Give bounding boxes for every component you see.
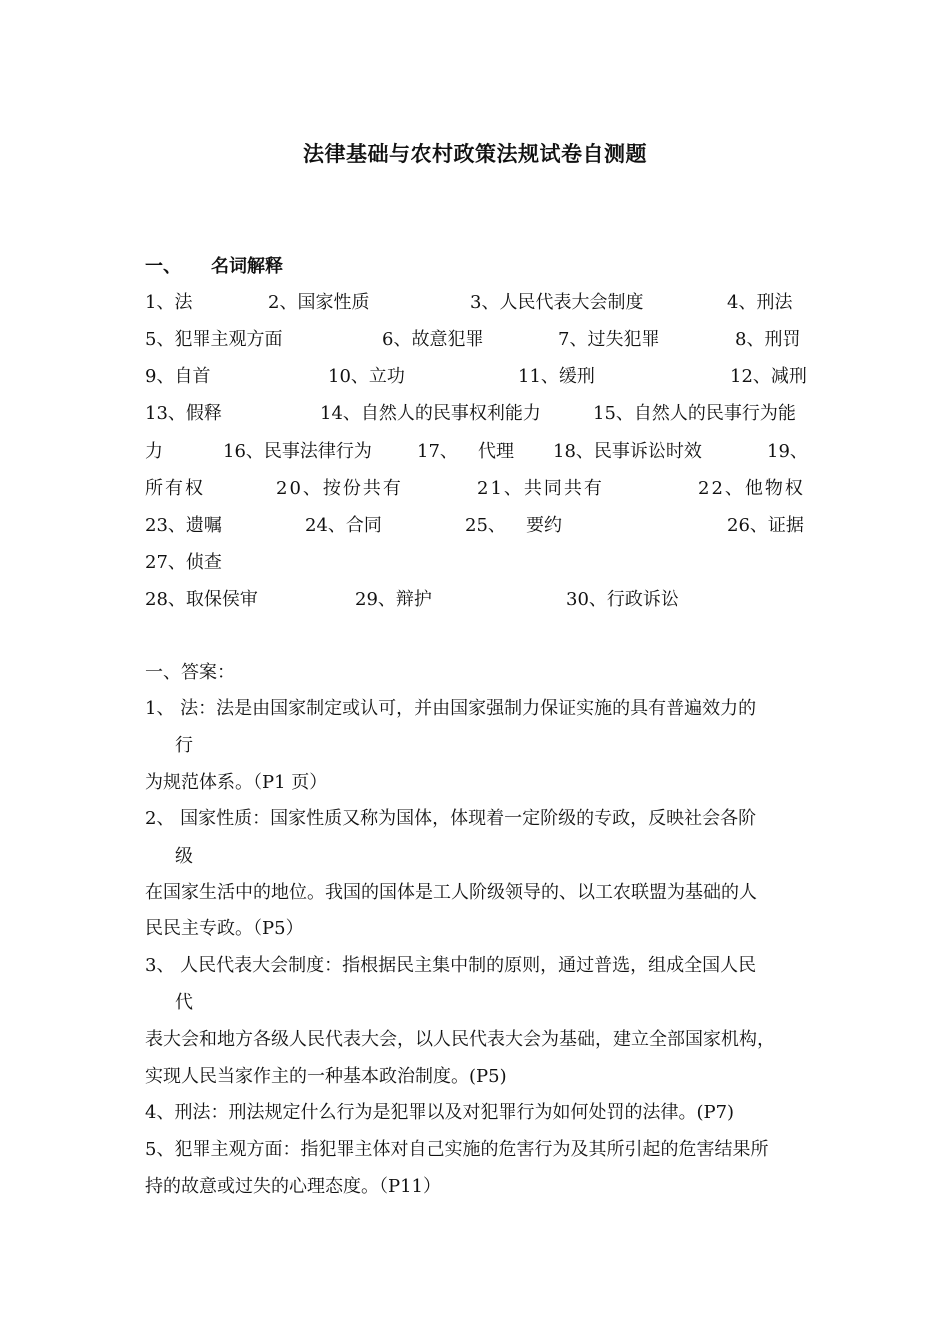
term-item: 28、取保侯审	[145, 589, 258, 610]
term-item: 21、共同共有	[477, 478, 604, 499]
term-item: 15、自然人的民事行为能	[593, 403, 796, 424]
term-item: 17、	[417, 441, 458, 462]
section-title: 名词解释	[211, 256, 283, 277]
term-item: 所有权	[145, 478, 205, 499]
answer-line: 为规范体系。（P1 页）	[145, 772, 328, 793]
term-item: 14、自然人的民事权利能力	[320, 403, 541, 424]
answer-line: 4、刑法：刑法规定什么行为是犯罪以及对犯罪行为如何处罚的法律。(P7)	[145, 1102, 735, 1123]
answer-line: 民民主专政。（P5）	[145, 918, 304, 939]
term-item: 4、刑法	[727, 292, 793, 313]
term-item: 18、民事诉讼时效	[553, 441, 702, 462]
term-item: 7、过失犯罪	[558, 329, 660, 350]
answer-line: 5、犯罪主观方面：指犯罪主体对自己实施的危害行为及其所引起的危害结果所	[145, 1139, 769, 1160]
term-item: 要约	[526, 515, 562, 536]
term-item: 20、按份共有	[276, 478, 403, 499]
answer-line: 表大会和地方各级人民代表大会，以人民代表大会为基础，建立全部国家机构，	[145, 1029, 775, 1050]
answer-line: 2、 国家性质：国家性质又称为国体，体现着一定阶级的专政，反映社会各阶	[145, 808, 757, 829]
answer-line: 实现人民当家作主的一种基本政治制度。(P5)	[145, 1066, 507, 1087]
answer-line: 行	[175, 735, 193, 756]
section-heading	[145, 252, 283, 278]
term-item: 25、	[465, 515, 506, 536]
term-item: 30、行政诉讼	[566, 589, 679, 610]
term-item: 29、辩护	[355, 589, 432, 610]
document-title: 法律基础与农村政策法规试卷自测题	[303, 141, 647, 166]
answer-line: 1、 法：法是由国家制定或认可，并由国家强制力保证实施的具有普遍效力的	[145, 698, 757, 719]
term-item: 22、他物权	[698, 478, 805, 499]
answer-line: 级	[175, 846, 193, 867]
term-item: 5、犯罪主观方面	[145, 329, 283, 350]
term-item: 代理	[478, 441, 514, 462]
term-item: 6、故意犯罪	[382, 329, 484, 350]
term-item: 1、法	[145, 292, 193, 313]
term-item: 12、减刑	[730, 366, 807, 387]
term-item: 10、立功	[328, 366, 405, 387]
term-item: 16、民事法律行为	[223, 441, 372, 462]
term-item: 2、国家性质	[268, 292, 370, 313]
term-item: 3、人民代表大会制度	[470, 292, 644, 313]
answer-line: 在国家生活中的地位。我国的国体是工人阶级领导的、以工农联盟为基础的人	[145, 882, 757, 903]
term-item: 9、自首	[145, 366, 211, 387]
term-item: 力	[145, 441, 163, 462]
section-number: 一、	[145, 256, 181, 277]
term-item: 23、遗嘱	[145, 515, 222, 536]
term-item: 27、侦查	[145, 552, 222, 573]
answers-heading: 一、答案：	[145, 662, 235, 683]
term-item: 13、假释	[145, 403, 222, 424]
answer-line: 持的故意或过失的心理态度。（P11）	[145, 1176, 442, 1197]
term-item: 11、缓刑	[518, 366, 595, 387]
answer-line: 3、 人民代表大会制度：指根据民主集中制的原则，通过普选，组成全国人民	[145, 955, 757, 976]
term-item: 19、	[767, 441, 808, 462]
term-item: 26、证据	[727, 515, 804, 536]
answer-line: 代	[175, 992, 193, 1013]
term-item: 24、合同	[305, 515, 382, 536]
term-item: 8、刑罚	[735, 329, 801, 350]
